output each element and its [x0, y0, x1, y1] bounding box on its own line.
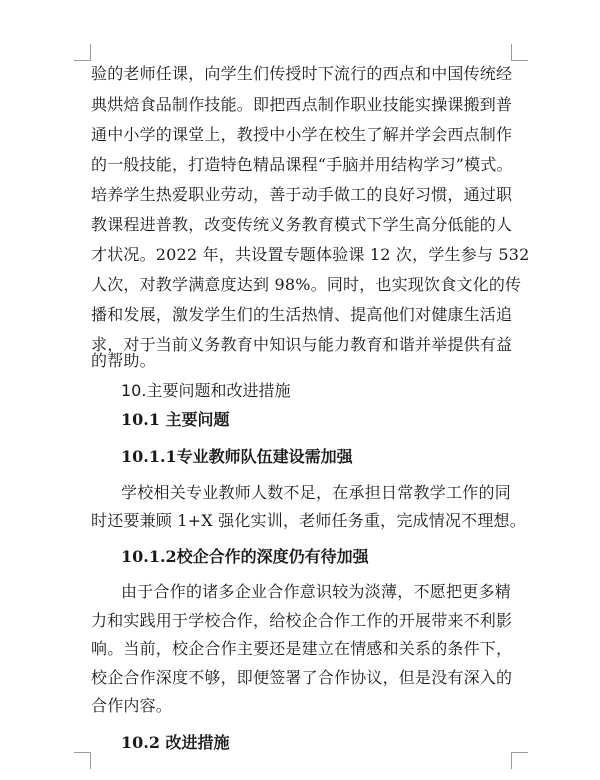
crop-mark-top-left	[74, 44, 91, 61]
paragraph-line: 时还要兼顾 1+X 强化实训，老师任务重，完成情况不理想。	[91, 511, 526, 530]
paragraph-line: 通中小学的课堂上，教授中小学在校生了解并学会西点制作	[91, 125, 513, 144]
section-heading-10-1: 10.1 主要问题	[121, 410, 230, 429]
crop-mark-bottom-right	[511, 752, 528, 769]
paragraph-line: 求，对于当前义务教育中知识与能力教育和谐并举提供有益	[91, 335, 513, 354]
paragraph-line: 由于合作的诸多企业合作意识较为淡薄，不愿把更多精	[121, 582, 511, 601]
paragraph-line: 典烘焙食品制作技能。即把西点制作职业技能实操课搬到普	[91, 95, 513, 114]
paragraph-line: 培养学生热爱职业劳动，善于动手做工的良好习惯，通过职	[91, 185, 513, 204]
paragraph-line: 校企合作深度不够，即便签署了合作协议，但是没有深入的	[91, 668, 513, 687]
paragraph-line: 响。当前，校企合作主要还是建立在情感和关系的条件下，	[91, 639, 513, 658]
crop-mark-top-right	[511, 44, 528, 61]
paragraph-line: 学校相关专业教师人数不足，在承担日常教学工作的同	[121, 483, 511, 502]
paragraph-line: 才状况。2022 年，共设置专题体验课 12 次，学生参与 532	[91, 245, 530, 264]
section-heading-10: 10.主要问题和改进措施	[121, 381, 291, 400]
paragraph-line: 播和发展，激发学生们的生活热情、提高他们对健康生活追	[91, 305, 513, 324]
paragraph-line-last: 的帮助。	[91, 351, 156, 370]
crop-mark-bottom-left	[74, 752, 91, 769]
paragraph-line: 力和实践用于学校合作，给校企合作工作的开展带来不利影	[91, 611, 513, 630]
paragraph-line: 人次，对教学满意度达到 98%。同时，也实现饮食文化的传	[91, 275, 522, 294]
section-heading-10-1-2: 10.1.2校企合作的深度仍有待加强	[121, 547, 369, 566]
section-heading-10-2: 10.2 改进措施	[121, 733, 230, 752]
paragraph-line: 教课程进普教，改变传统义务教育模式下学生高分低能的人	[91, 215, 513, 234]
section-heading-10-1-1: 10.1.1专业教师队伍建设需加强	[121, 447, 353, 466]
paragraph-line-last: 合作内容。	[91, 696, 173, 715]
paragraph-line: 验的老师任课，向学生们传授时下流行的西点和中国传统经	[91, 64, 513, 83]
paragraph-line: 的一般技能，打造特色精品课程“手脑并用结构学习”模式。	[91, 155, 513, 174]
